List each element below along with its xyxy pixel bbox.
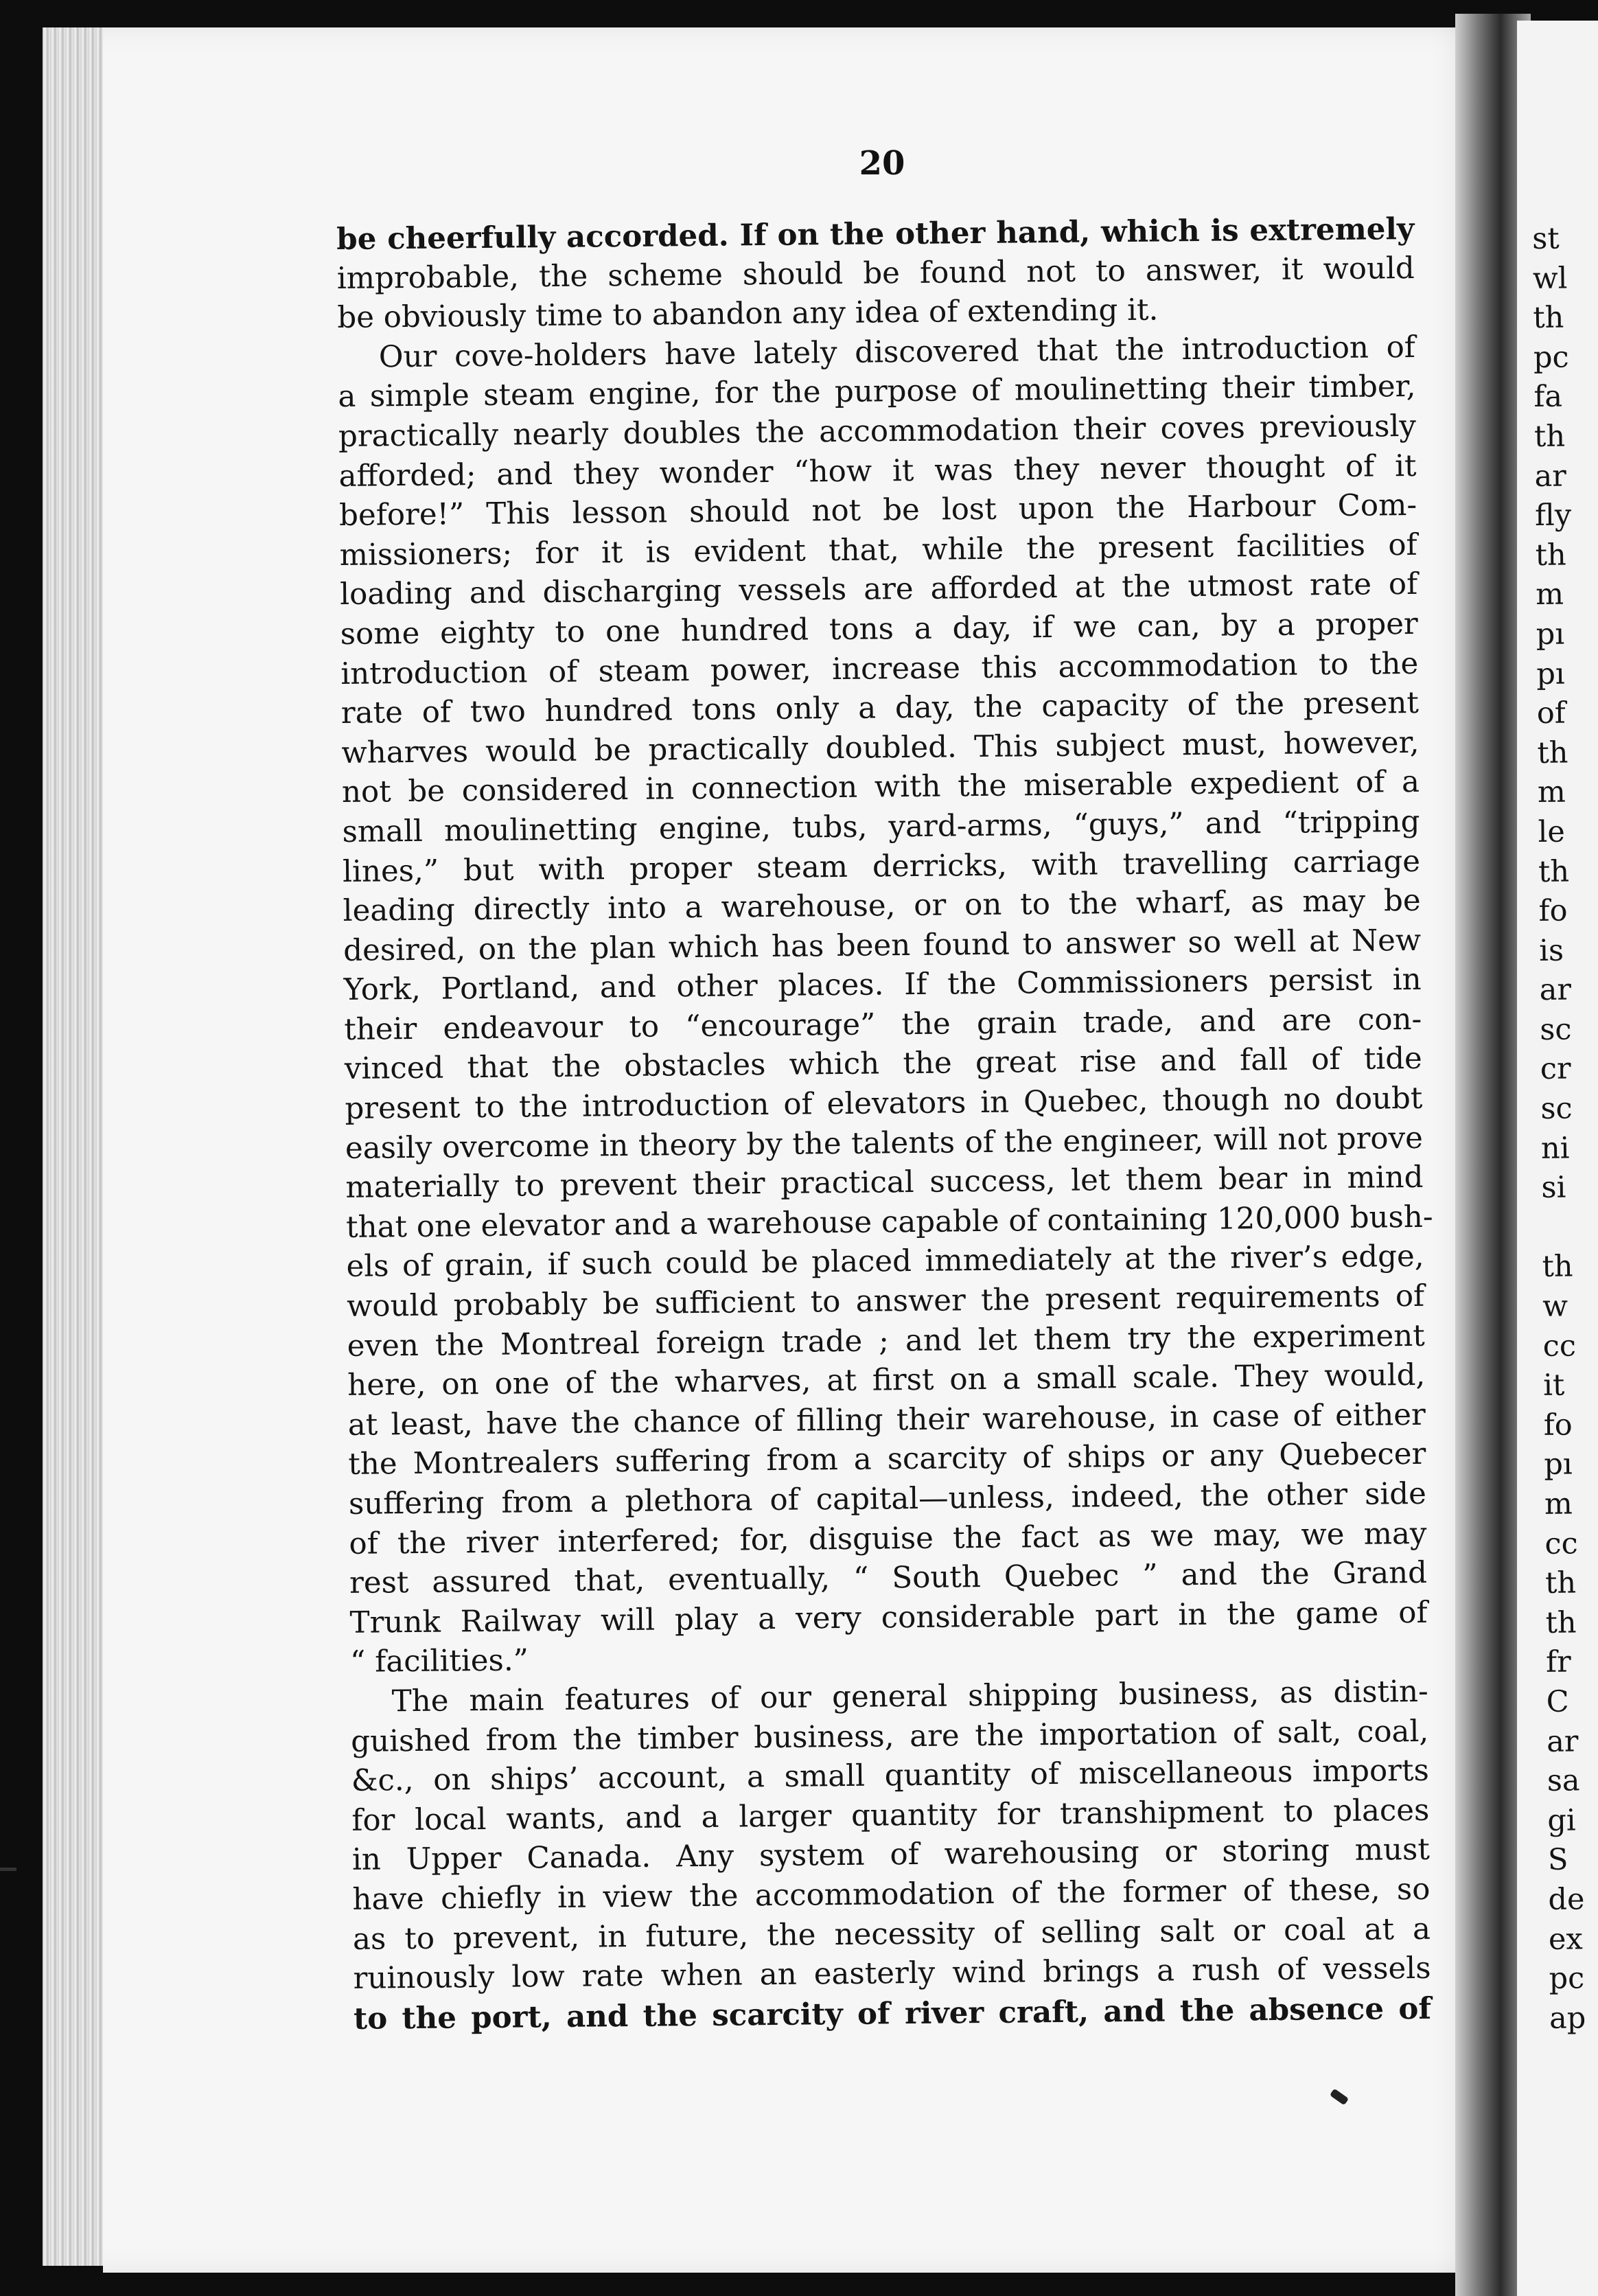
text-line: not be considered in connection with the miserable expedient of a (341, 765, 1420, 810)
facing-page-fragment: pc (1549, 1961, 1585, 1997)
facing-page-fragment: th (1535, 538, 1566, 573)
facing-page-fragment: fo (1538, 893, 1568, 929)
facing-page-fragment: th (1533, 300, 1564, 336)
facing-page-fragment: cr (1540, 1051, 1571, 1087)
facing-page-fragment: sc (1540, 1091, 1573, 1127)
text-line: of the river interfered; for, disguise the fact as we may, we may (349, 1516, 1427, 1561)
facing-page-fragment: gi (1547, 1803, 1576, 1838)
text-line: Trunk Railway will play a very considerable part in the game of (349, 1595, 1428, 1640)
text-line: Our cove-holders have lately discovered that the introduction of (378, 330, 1416, 375)
text-line: suffering from a plethora of capital—unless, indeed, the other side (348, 1476, 1427, 1522)
text-line: in Upper Canada. Any system of warehousing or storing must (351, 1833, 1431, 1878)
text-line: rate of two hundred tons only a day, the capacity of the present (340, 686, 1420, 731)
text-line: desired, on the plan which has been found to answer so well at New (343, 923, 1422, 968)
text-line: &c., on ships’ account, a small quantity of miscellaneous imports (351, 1753, 1429, 1799)
facing-page-fragment: ex (1548, 1921, 1583, 1957)
text-line: vinced that the obstacles which the great rise and fall of tide (344, 1042, 1423, 1087)
text-line: loading and discharging vessels are afforded at the utmost rate of (340, 567, 1418, 612)
text-line: present to the introduction of elevators in Quebec, though no doubt (345, 1081, 1423, 1127)
facing-page-fragment: fly (1534, 498, 1572, 533)
facing-page-fragment: sc (1540, 1012, 1572, 1047)
facing-page-fragment: st (1532, 221, 1560, 256)
facing-page-fragment: is (1538, 933, 1564, 968)
text-line: even the Montreal foreign trade ; and let them try the experiment (347, 1318, 1425, 1364)
facing-page-fragment: cc (1544, 1526, 1578, 1561)
text-line: that one elevator and a warehouse capable of containing 120,000 bush- (345, 1199, 1433, 1245)
text-line: rest assured that, eventually, “ South Quebec ” and the Grand (349, 1556, 1428, 1601)
facing-page-fragment: th (1544, 1565, 1577, 1601)
text-line: be cheerfully accorded. If on the other hand, which is extremely (336, 211, 1415, 257)
facing-page-fragment: th (1533, 419, 1566, 454)
text-line: be obviously time to abandon any idea of extending it. (337, 292, 1159, 336)
facing-page-fragment (1542, 1208, 1598, 1248)
facing-page-fragment: fo (1543, 1408, 1573, 1443)
body-text (336, 209, 1431, 2039)
text-line: York, Portland, and other places. If the Commissioners persist in (343, 963, 1422, 1008)
facing-page-fragment: th (1537, 735, 1568, 770)
text-line: missioners; for it is evident that, while the present facilities of (339, 527, 1417, 573)
text-line: els of grain, if such could be placed immediately at the river’s edge, (346, 1239, 1424, 1285)
text-line: “ facilities.” (349, 1643, 529, 1680)
text-line: afforded; and they wonder “how it was they never thought of it (338, 448, 1417, 494)
facing-page-fragment: S (1547, 1842, 1568, 1878)
facing-page-fragment: le (1538, 814, 1566, 849)
facing-page-fragment: ar (1534, 459, 1567, 494)
text-line: before!” This lesson should not be lost upon the Harbour Com- (338, 488, 1417, 533)
text-line: leading directly into a warehouse, or on to the wharf, as may be (343, 883, 1421, 929)
facing-page-fragment: th (1545, 1605, 1577, 1640)
text-line: The main features of our general shipping business, as distin- (391, 1674, 1428, 1719)
text-line: the Montrealers suffering from a scarcity of ships or any Quebecer (348, 1437, 1426, 1482)
text-line: to the port, and the scarcity of river craft, and the absence of (353, 1990, 1432, 2036)
margin-tick (0, 1868, 16, 1871)
text-line: at least, have the chance of filling their warehouse, in case of either (347, 1397, 1426, 1443)
facing-page-fragment: w (1542, 1289, 1568, 1324)
facing-page-fragment: fa (1533, 379, 1563, 415)
facing-page-fragment: m (1536, 577, 1564, 612)
facing-page-fragment: of (1536, 696, 1566, 731)
facing-page-fragment: it (1543, 1368, 1565, 1403)
facing-page-fragment: fr (1545, 1644, 1571, 1680)
text-line: for local wants, and a larger quantity for transhipment to places (351, 1793, 1430, 1838)
text-line: improbable, the scheme should be found not to answer, it would (336, 251, 1415, 296)
text-line: here, on one of the wharves, at first on a small scale. They would, (347, 1358, 1426, 1403)
text-line: small moulinetting engine, tubs, yard-arms, “guys,” and “tripping (342, 804, 1420, 849)
facing-page-fragment: de (1548, 1882, 1585, 1917)
text-line: their endeavour to “encourage” the grain trade, and are con- (344, 1002, 1422, 1047)
facing-page-fragment: pı (1544, 1447, 1573, 1482)
facing-page-fragment: th (1538, 854, 1570, 889)
text-line: practically nearly doubles the accommodation their coves previously (338, 409, 1417, 454)
facing-page-fragment: si (1541, 1170, 1566, 1206)
text-line: lines,” but with proper steam derricks, with travelling carriage (342, 844, 1421, 889)
facing-page-fragment: ap (1549, 2001, 1586, 2036)
text-line: some eighty to one hundred tons a day, if we can, by a proper (340, 606, 1418, 652)
facing-page-fragment: pc (1533, 340, 1569, 375)
facing-page-fragment: wl (1532, 261, 1568, 296)
text-line: materially to prevent their practical success, let them bear in mind (345, 1160, 1424, 1206)
facing-page-fragment: m (1544, 1486, 1573, 1522)
facing-page-fragment: ni (1540, 1131, 1570, 1166)
facing-page-fragment: C (1546, 1684, 1569, 1719)
facing-page-fragment: sa (1547, 1763, 1580, 1799)
text-line: have chiefly in view the accommodation of the former of these, so (352, 1872, 1431, 1917)
text-line: ruinously low rate when an easterly wind brings a rush of vessels (353, 1951, 1431, 1997)
facing-page-fragment: ar (1547, 1724, 1579, 1759)
facing-page-fragment: m (1537, 774, 1566, 810)
text-line: guished from the timber business, are the importation of salt, coal, (351, 1714, 1429, 1759)
text-line: introduction of steam power, increase this accommodation to the (340, 646, 1419, 691)
text-line: easily overcome in theory by the talents of the engineer, will not prove (345, 1121, 1424, 1166)
facing-page-fragment: pı (1536, 656, 1565, 691)
facing-page-fragment: cc (1542, 1329, 1577, 1364)
facing-page-fragment: ar (1539, 972, 1572, 1008)
facing-page-fragment: pı (1536, 617, 1565, 652)
text-line: would probably be sufficient to answer the present requirements of (346, 1278, 1425, 1324)
text-line: a simple steam engine, for the purpose of moulinetting their timber, (338, 369, 1416, 415)
text-line: as to prevent, in future, the necessity of selling salt or coal at a (352, 1912, 1431, 1957)
facing-page-fragment: th (1542, 1249, 1573, 1285)
text-line: wharves would be practically doubled. This subject must, however, (341, 725, 1420, 770)
page-number: 20 (859, 144, 905, 183)
